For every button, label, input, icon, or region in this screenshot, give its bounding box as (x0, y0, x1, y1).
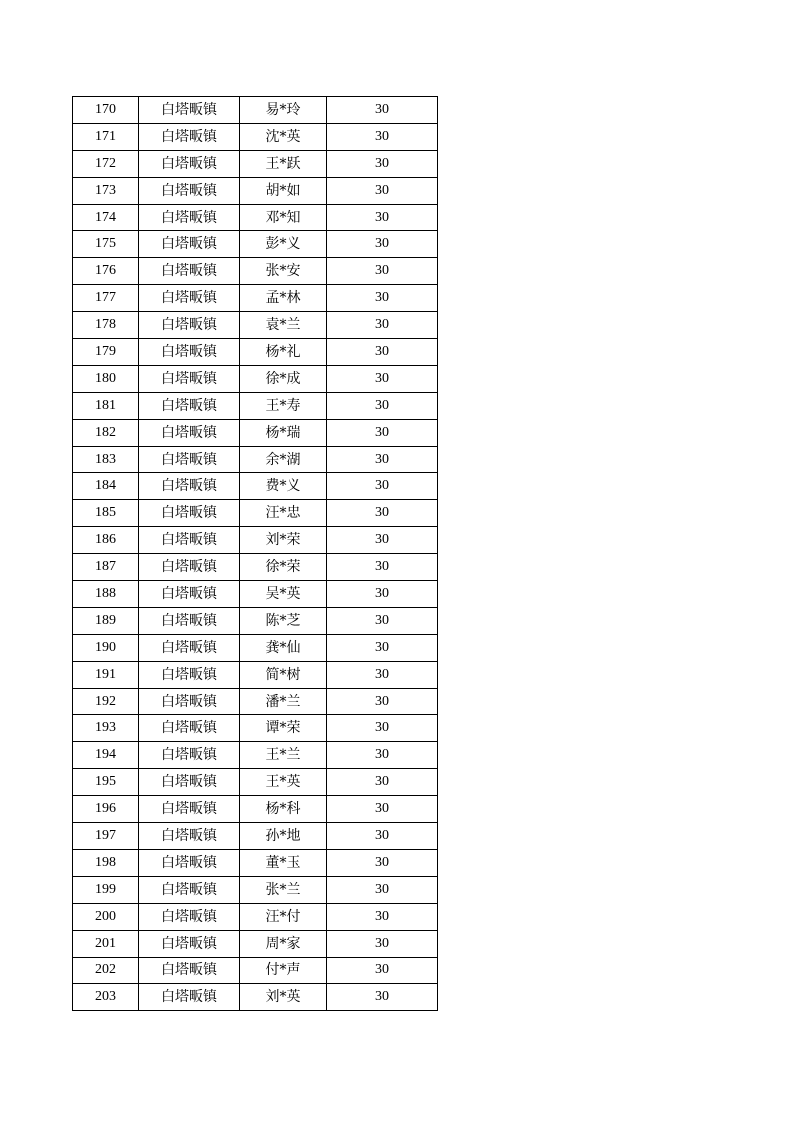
table-row (73, 123, 438, 150)
cell-town: 白塔畈镇 (139, 177, 240, 204)
cell-town: 白塔畈镇 (139, 446, 240, 473)
cell-name: 董*玉 (240, 849, 327, 876)
cell-name: 刘*荣 (240, 527, 327, 554)
cell-amount: 30 (327, 97, 438, 124)
cell-town: 白塔畈镇 (139, 849, 240, 876)
cell-amount: 30 (327, 661, 438, 688)
cell-name: 孙*地 (240, 823, 327, 850)
cell-amount: 30 (327, 554, 438, 581)
cell-name: 杨*瑞 (240, 419, 327, 446)
cell-town: 白塔畈镇 (139, 796, 240, 823)
table-row (73, 204, 438, 231)
cell-index: 180 (73, 365, 139, 392)
table-row (73, 823, 438, 850)
cell-name: 王*英 (240, 769, 327, 796)
table-row (73, 312, 438, 339)
table-row (73, 258, 438, 285)
cell-amount: 30 (327, 392, 438, 419)
table-row (73, 984, 438, 1011)
cell-index: 199 (73, 876, 139, 903)
table-row (73, 903, 438, 930)
table-row (73, 473, 438, 500)
cell-index: 184 (73, 473, 139, 500)
cell-town: 白塔畈镇 (139, 930, 240, 957)
table-row (73, 365, 438, 392)
cell-name: 吴*英 (240, 581, 327, 608)
cell-amount: 30 (327, 957, 438, 984)
cell-name: 王*兰 (240, 742, 327, 769)
cell-index: 178 (73, 312, 139, 339)
cell-index: 179 (73, 339, 139, 366)
cell-town: 白塔畈镇 (139, 312, 240, 339)
table-row (73, 661, 438, 688)
cell-index: 172 (73, 150, 139, 177)
cell-amount: 30 (327, 204, 438, 231)
cell-index: 197 (73, 823, 139, 850)
cell-amount: 30 (327, 312, 438, 339)
cell-amount: 30 (327, 607, 438, 634)
table-row (73, 715, 438, 742)
table-row (73, 849, 438, 876)
table-row (73, 97, 438, 124)
cell-name: 张*安 (240, 258, 327, 285)
cell-index: 173 (73, 177, 139, 204)
cell-amount: 30 (327, 285, 438, 312)
cell-name: 易*玲 (240, 97, 327, 124)
cell-amount: 30 (327, 742, 438, 769)
cell-name: 周*家 (240, 930, 327, 957)
cell-town: 白塔畈镇 (139, 231, 240, 258)
table-row (73, 231, 438, 258)
cell-town: 白塔畈镇 (139, 715, 240, 742)
cell-amount: 30 (327, 339, 438, 366)
cell-name: 杨*科 (240, 796, 327, 823)
cell-town: 白塔畈镇 (139, 258, 240, 285)
cell-amount: 30 (327, 123, 438, 150)
cell-amount: 30 (327, 634, 438, 661)
cell-town: 白塔畈镇 (139, 957, 240, 984)
cell-name: 沈*英 (240, 123, 327, 150)
cell-town: 白塔畈镇 (139, 97, 240, 124)
cell-name: 陈*芝 (240, 607, 327, 634)
table-row (73, 446, 438, 473)
cell-amount: 30 (327, 500, 438, 527)
table-row (73, 177, 438, 204)
cell-index: 203 (73, 984, 139, 1011)
cell-index: 182 (73, 419, 139, 446)
cell-amount: 30 (327, 177, 438, 204)
cell-index: 192 (73, 688, 139, 715)
cell-town: 白塔畈镇 (139, 607, 240, 634)
cell-town: 白塔畈镇 (139, 876, 240, 903)
cell-amount: 30 (327, 984, 438, 1011)
cell-amount: 30 (327, 231, 438, 258)
table-row (73, 419, 438, 446)
cell-town: 白塔畈镇 (139, 634, 240, 661)
cell-index: 191 (73, 661, 139, 688)
table-row (73, 500, 438, 527)
cell-name: 徐*荣 (240, 554, 327, 581)
cell-name: 付*声 (240, 957, 327, 984)
cell-index: 190 (73, 634, 139, 661)
cell-name: 费*义 (240, 473, 327, 500)
table-row (73, 392, 438, 419)
cell-town: 白塔畈镇 (139, 688, 240, 715)
cell-index: 195 (73, 769, 139, 796)
cell-amount: 30 (327, 473, 438, 500)
cell-name: 谭*荣 (240, 715, 327, 742)
cell-town: 白塔畈镇 (139, 473, 240, 500)
cell-town: 白塔畈镇 (139, 365, 240, 392)
cell-amount: 30 (327, 849, 438, 876)
cell-name: 简*树 (240, 661, 327, 688)
cell-town: 白塔畈镇 (139, 903, 240, 930)
table-row (73, 554, 438, 581)
cell-name: 胡*如 (240, 177, 327, 204)
cell-index: 193 (73, 715, 139, 742)
cell-name: 潘*兰 (240, 688, 327, 715)
cell-town: 白塔畈镇 (139, 150, 240, 177)
cell-index: 183 (73, 446, 139, 473)
cell-index: 194 (73, 742, 139, 769)
cell-town: 白塔畈镇 (139, 123, 240, 150)
cell-amount: 30 (327, 581, 438, 608)
cell-index: 198 (73, 849, 139, 876)
cell-index: 202 (73, 957, 139, 984)
cell-town: 白塔畈镇 (139, 500, 240, 527)
table-row (73, 607, 438, 634)
cell-index: 196 (73, 796, 139, 823)
cell-index: 200 (73, 903, 139, 930)
cell-name: 王*跃 (240, 150, 327, 177)
table-row (73, 527, 438, 554)
cell-amount: 30 (327, 150, 438, 177)
cell-name: 袁*兰 (240, 312, 327, 339)
subsidy-table (72, 96, 438, 1011)
cell-name: 刘*英 (240, 984, 327, 1011)
table-row (73, 796, 438, 823)
cell-town: 白塔畈镇 (139, 769, 240, 796)
cell-index: 185 (73, 500, 139, 527)
cell-amount: 30 (327, 258, 438, 285)
cell-name: 徐*成 (240, 365, 327, 392)
table-row (73, 688, 438, 715)
table-row (73, 339, 438, 366)
cell-town: 白塔畈镇 (139, 419, 240, 446)
cell-index: 187 (73, 554, 139, 581)
cell-town: 白塔畈镇 (139, 392, 240, 419)
table-row (73, 930, 438, 957)
table-row (73, 957, 438, 984)
cell-name: 杨*礼 (240, 339, 327, 366)
cell-town: 白塔畈镇 (139, 339, 240, 366)
cell-name: 邓*知 (240, 204, 327, 231)
cell-name: 王*寿 (240, 392, 327, 419)
cell-name: 孟*林 (240, 285, 327, 312)
cell-index: 189 (73, 607, 139, 634)
cell-index: 188 (73, 581, 139, 608)
table-row (73, 285, 438, 312)
cell-index: 170 (73, 97, 139, 124)
table-row (73, 769, 438, 796)
cell-index: 181 (73, 392, 139, 419)
cell-amount: 30 (327, 715, 438, 742)
cell-amount: 30 (327, 796, 438, 823)
table-row (73, 876, 438, 903)
cell-index: 174 (73, 204, 139, 231)
cell-amount: 30 (327, 903, 438, 930)
cell-index: 171 (73, 123, 139, 150)
cell-index: 186 (73, 527, 139, 554)
cell-town: 白塔畈镇 (139, 285, 240, 312)
cell-amount: 30 (327, 446, 438, 473)
cell-name: 余*湖 (240, 446, 327, 473)
cell-amount: 30 (327, 688, 438, 715)
cell-index: 176 (73, 258, 139, 285)
cell-index: 175 (73, 231, 139, 258)
table-row (73, 742, 438, 769)
cell-town: 白塔畈镇 (139, 527, 240, 554)
cell-index: 177 (73, 285, 139, 312)
cell-town: 白塔畈镇 (139, 984, 240, 1011)
cell-amount: 30 (327, 876, 438, 903)
table-body (73, 97, 438, 1011)
table-row (73, 150, 438, 177)
cell-amount: 30 (327, 419, 438, 446)
table-row (73, 634, 438, 661)
table-row (73, 581, 438, 608)
cell-amount: 30 (327, 823, 438, 850)
cell-amount: 30 (327, 365, 438, 392)
cell-town: 白塔畈镇 (139, 581, 240, 608)
cell-name: 彭*义 (240, 231, 327, 258)
cell-town: 白塔畈镇 (139, 554, 240, 581)
cell-name: 龚*仙 (240, 634, 327, 661)
cell-name: 汪*付 (240, 903, 327, 930)
cell-name: 汪*忠 (240, 500, 327, 527)
cell-town: 白塔畈镇 (139, 661, 240, 688)
cell-amount: 30 (327, 930, 438, 957)
cell-index: 201 (73, 930, 139, 957)
cell-town: 白塔畈镇 (139, 204, 240, 231)
cell-town: 白塔畈镇 (139, 823, 240, 850)
cell-town: 白塔畈镇 (139, 742, 240, 769)
cell-name: 张*兰 (240, 876, 327, 903)
cell-amount: 30 (327, 527, 438, 554)
cell-amount: 30 (327, 769, 438, 796)
